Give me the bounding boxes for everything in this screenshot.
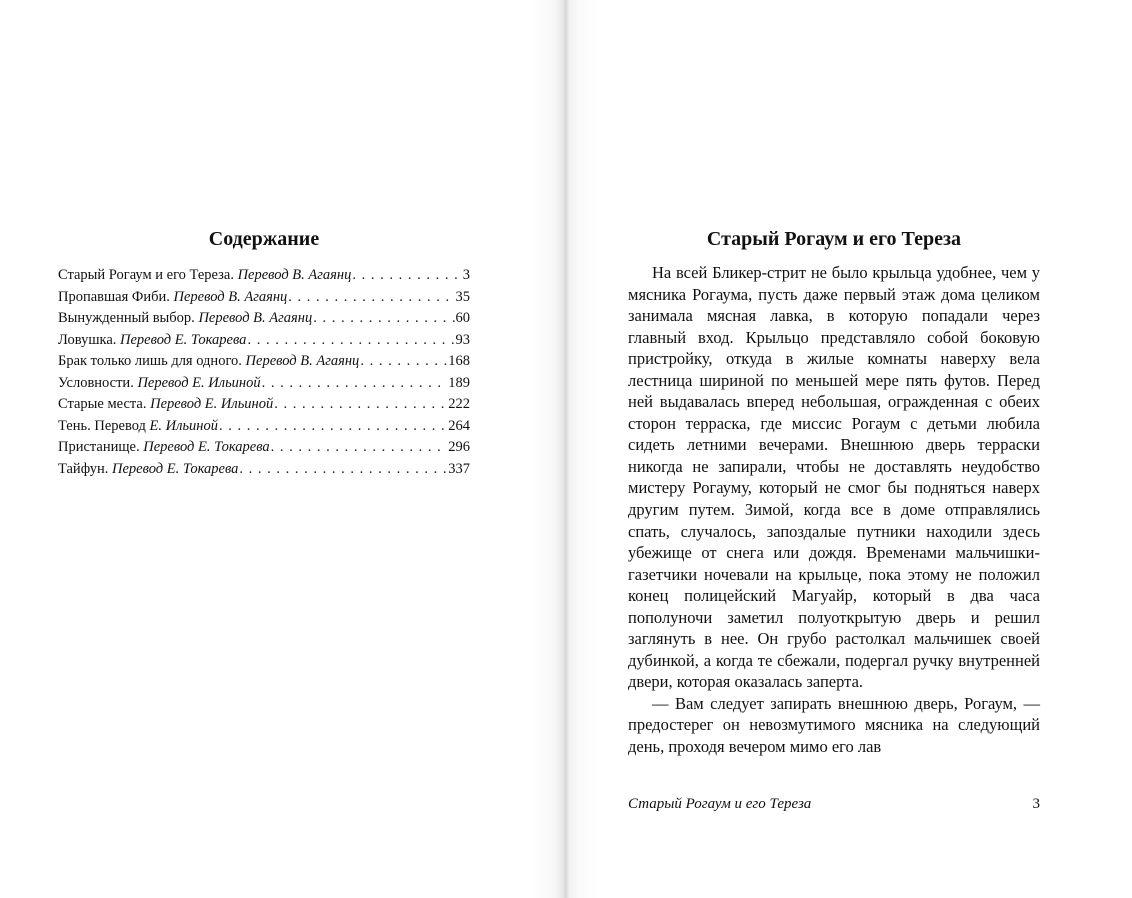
toc-leader-dots	[313, 308, 454, 330]
toc-item-page: 337	[448, 460, 470, 477]
running-footer-title: Старый Рогаум и его Тереза	[628, 796, 812, 812]
toc-item-title: Ловушка.	[58, 331, 117, 348]
toc-leader-dots	[274, 394, 447, 416]
toc-item-page: 264	[448, 417, 470, 434]
page-number: 3	[1032, 796, 1040, 812]
toc-item-page: 222	[448, 396, 470, 412]
toc-item-title: Пристанище.	[58, 439, 140, 455]
toc-item-title: Тень. Перевод	[58, 417, 146, 434]
toc-item-translator: Перевод Е. Токарева	[143, 439, 270, 455]
toc-item-translator: Перевод В. Агаянц	[245, 353, 360, 369]
toc-leader-dots	[219, 416, 447, 438]
toc-item-page: 3	[462, 267, 470, 283]
story-body	[628, 262, 1040, 758]
toc-title: Содержание	[208, 228, 320, 250]
toc-item-page: 60	[455, 310, 470, 326]
toc-item-title: Брак только лишь для одного.	[58, 353, 242, 369]
left-page	[0, 0, 562, 898]
toc-item-translator: Е. Ильиной	[149, 417, 218, 434]
story-paragraph: — Вам следует запирать внешнюю дверь, Рогаум, — предостерег он невозмутимого мясника на следующий день, проходя вечером мимо его лав	[628, 693, 1040, 757]
toc-item-page: 35	[455, 288, 470, 305]
toc-item-title: Старые места.	[58, 396, 147, 412]
story-title: Старый Рогаум и его Тереза	[706, 228, 962, 250]
toc-item	[58, 437, 470, 459]
toc-item	[58, 459, 470, 481]
toc-item-translator: Перевод Е. Ильиной	[137, 374, 261, 391]
toc-leader-dots	[239, 459, 447, 481]
toc-item-page: 189	[448, 374, 470, 391]
toc-leader-dots	[262, 373, 448, 395]
toc-item	[58, 394, 470, 416]
toc-item-translator: Перевод В. Агаянц	[237, 267, 352, 283]
toc-leader-dots	[288, 287, 454, 309]
toc-item-title: Пропавшая Фиби.	[58, 288, 170, 305]
toc-item-page: 296	[448, 439, 470, 455]
story-paragraph: На всей Бликер-стрит не было крыльца удобнее, чем у мясника Рогаума, пусть даже первый этаж дома целиком занимала мясная лавка, в которую попадали через главный вход. Крыльцо представляло собой боковую пристройку, откуда в жилые комнаты наверху вела лестница шириной по меньшей мере пять футов. Перед ней выдавалась вперед небольшая, огражденная с обеих сторон терраска, где миссис Рогаум с детьми любила сидеть летними вечерами. Внешнюю дверь терраски никогда не запирали, чтобы не доставлять неудобство мистеру Рогауму, который не смог бы подняться наверх другим путем. Зимой, когда все в доме отправлялись спать, случалось, запоздалые путники находили здесь убежище от снега или дождя. Временами мальчишки-газетчики ночевали на крыльце, пока этому не положил конец полицейский Магуайр, который в два часа пополуночи заметил полуоткрытую дверь и решил заглянуть в нее. Он грубо растолкал мальчишек своей дубинкой, а когда те сбежали, подергал ручку внутренней двери, которая оказалась заперта.	[628, 263, 1040, 692]
toc-item-translator: Перевод В. Агаянц	[198, 310, 313, 326]
toc-item	[58, 308, 470, 330]
toc-item-title: Старый Рогаум и его Тереза.	[58, 267, 234, 283]
toc-item-title: Вынужденный выбор.	[58, 310, 195, 326]
toc-item	[58, 416, 470, 438]
toc-leader-dots	[360, 351, 447, 373]
toc-item	[58, 373, 470, 395]
toc-item-title: Тайфун.	[58, 460, 109, 477]
toc-leader-dots	[352, 265, 461, 287]
toc-item	[58, 265, 470, 287]
toc-list	[58, 265, 470, 480]
toc-item-translator: Перевод Е. Токарева	[112, 460, 239, 477]
toc-item-page: 93	[455, 331, 470, 348]
toc-leader-dots	[271, 437, 448, 459]
toc-leader-dots	[247, 330, 454, 352]
toc-item-translator: Перевод Е. Токарева	[120, 331, 247, 348]
toc-item-translator: Перевод В. Агаянц	[173, 288, 288, 305]
toc-item-translator: Перевод Е. Ильиной	[150, 396, 274, 412]
toc-item	[58, 330, 470, 352]
toc-item	[58, 351, 470, 373]
toc-item-page: 168	[448, 353, 470, 369]
toc-item	[58, 287, 470, 309]
toc-item-title: Условности.	[58, 374, 134, 391]
